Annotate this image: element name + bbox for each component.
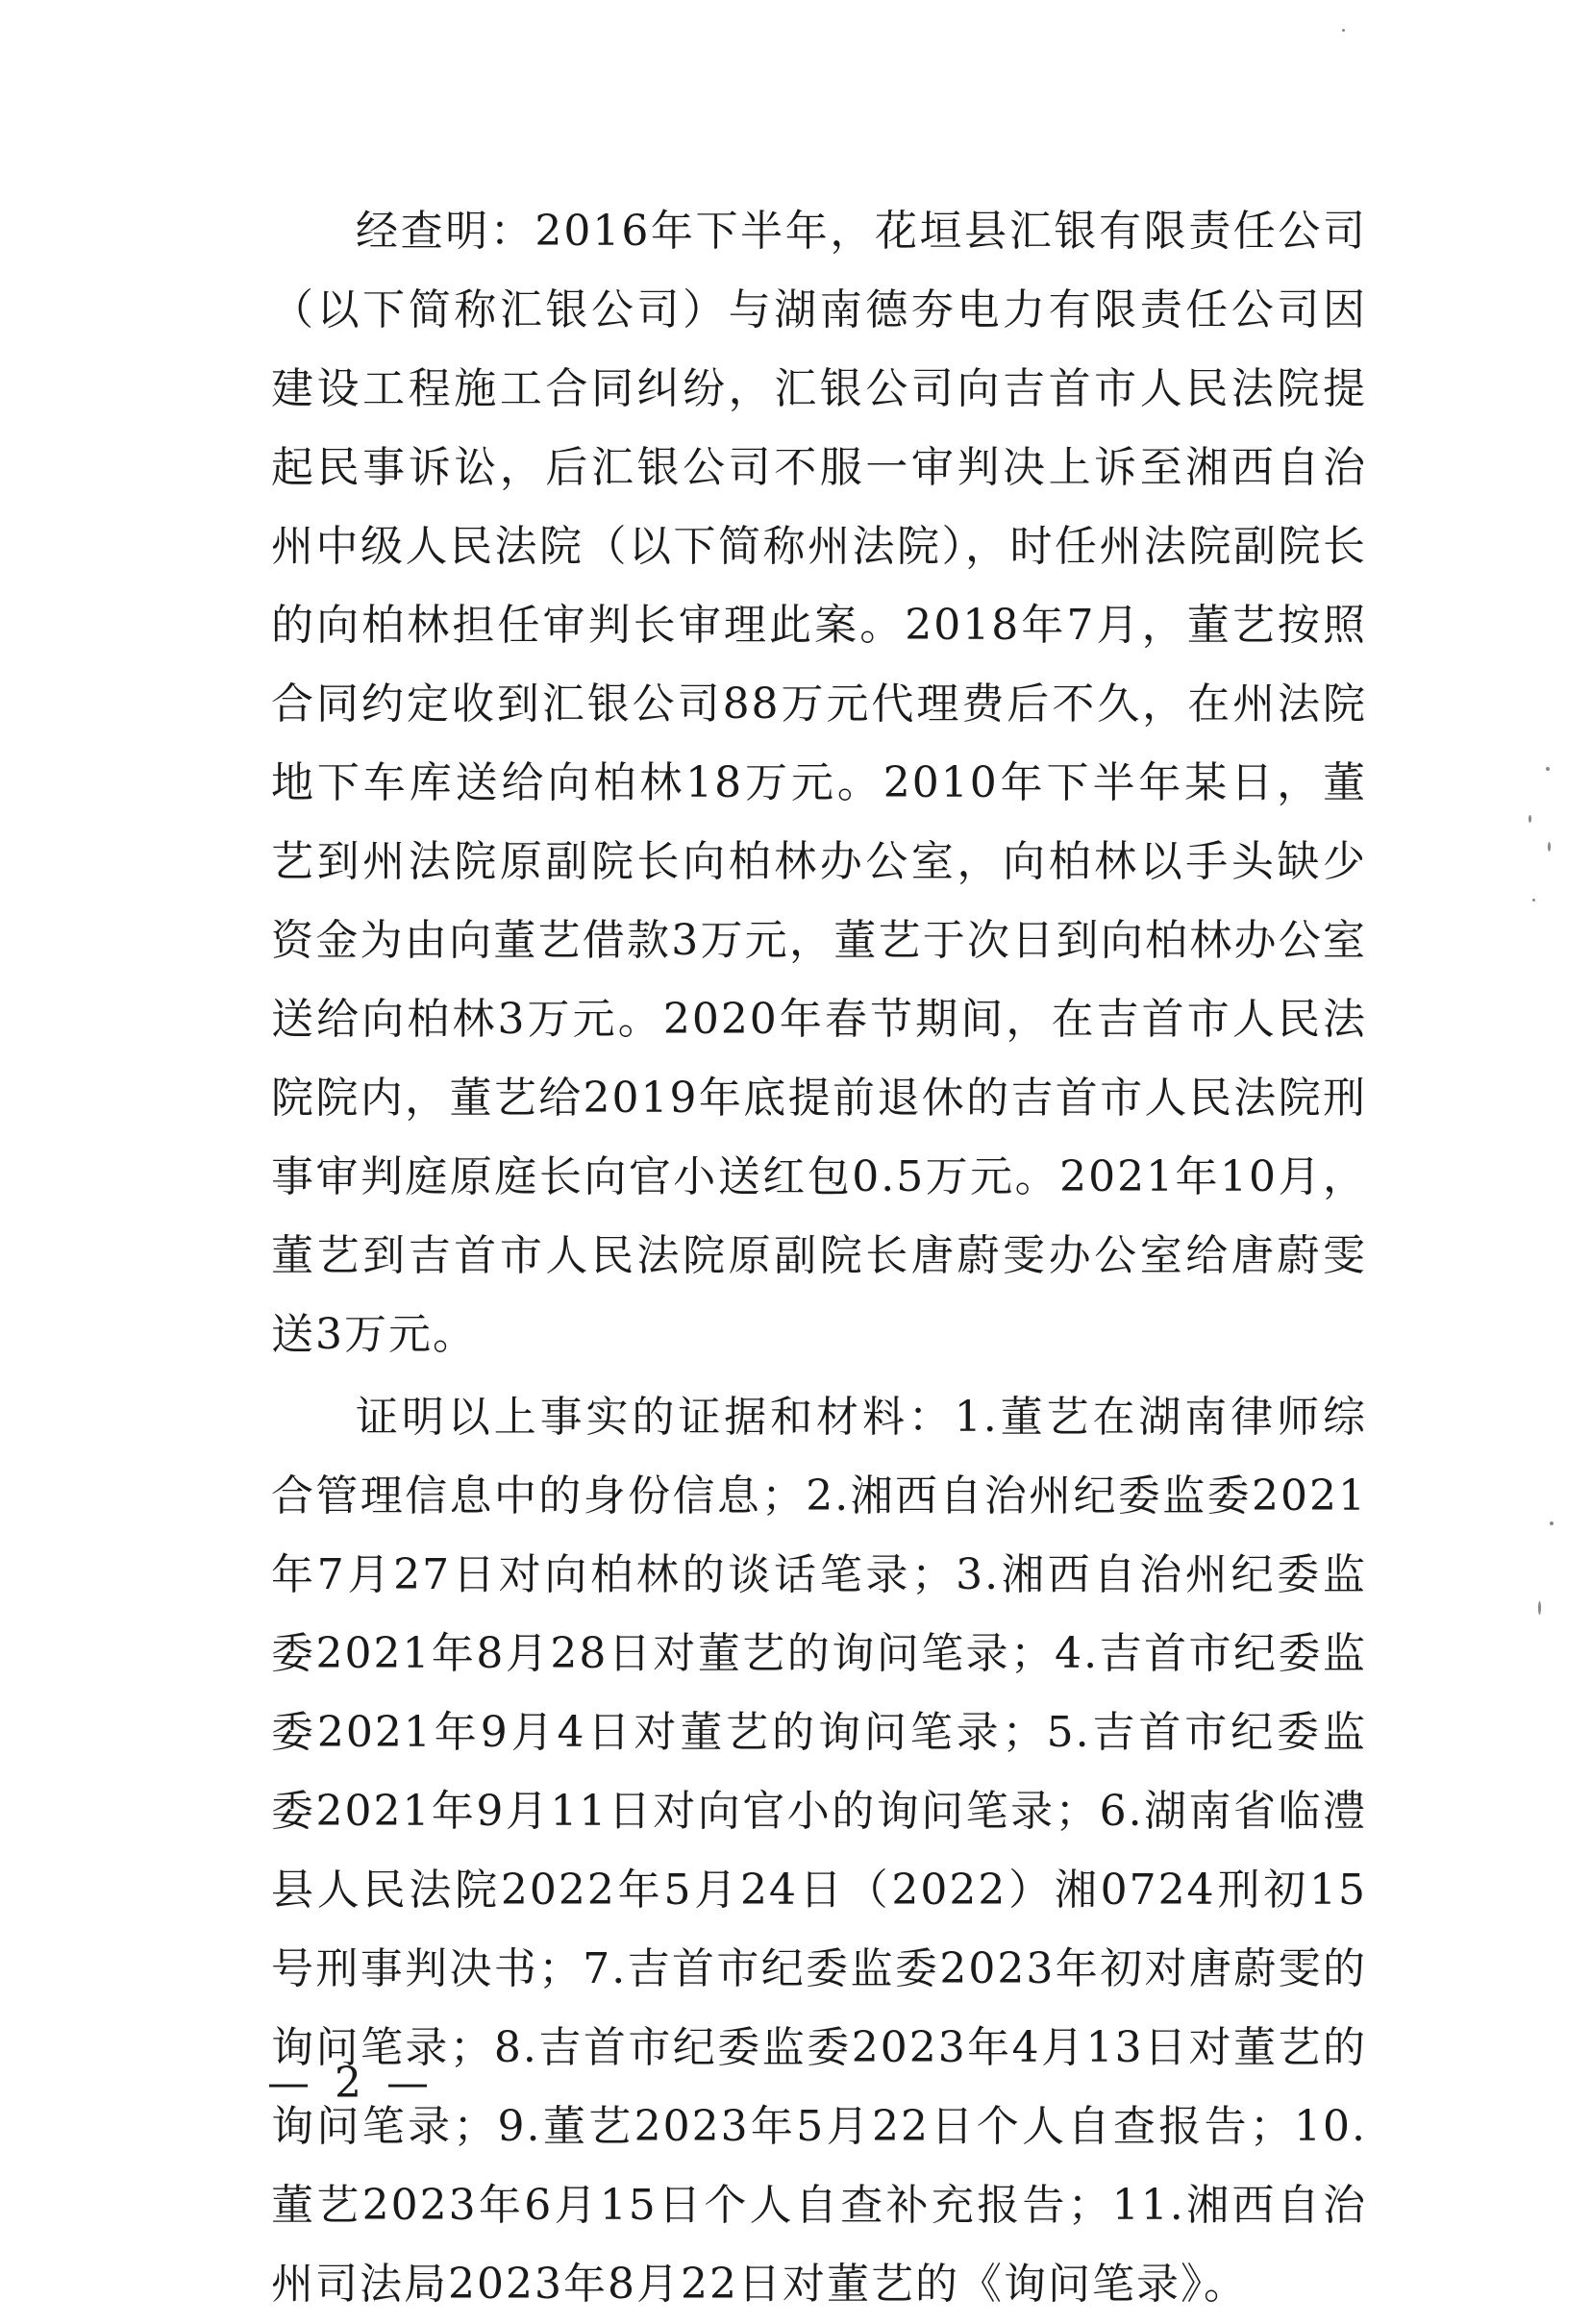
document-body <box>271 192 1367 2324</box>
scan-speck <box>1546 767 1550 771</box>
paragraph-findings: 经查明：2016年下半年，花垣县汇银有限责任公司（以下简称汇银公司）与湖南德夯电力有限责任公司因建设工程施工合同纠纷，汇银公司向吉首市人民法院提起民事诉讼，后汇银公司不服一审判决上诉至湘西自治州中级人民法院（以下简称州法院），时任州法院副院长的向柏林担任审判长审理此案。2018年7月，董艺按照合同约定收到汇银公司88万元代理费后不久，在州法院地下车库送给向柏林18万元。2010年下半年某日，董艺到州法院原副院长向柏林办公室，向柏林以手头缺少资金为由向董艺借款3万元，董艺于次日到向柏林办公室送给向柏林3万元。2020年春节期间，在吉首市人民法院院内，董艺给2019年底提前退休的吉首市人民法院刑事审判庭原庭长向官小送红包0.5万元。2021年10月，董艺到吉首市人民法院原副院长唐蔚雯办公室给唐蔚雯送3万元。 <box>271 207 1367 1359</box>
scan-speck <box>1550 1521 1554 1525</box>
page-number: — 2 — <box>267 2059 435 2108</box>
scan-speck <box>1529 815 1531 823</box>
scan-speck <box>1548 842 1551 852</box>
scan-speck <box>1532 899 1535 902</box>
scan-speck <box>1342 29 1345 32</box>
scan-speck <box>1538 1601 1541 1615</box>
paragraph-evidence: 证明以上事实的证据和材料：1.董艺在湖南律师综合管理信息中的身份信息；2.湘西自治州纪委监委2021年7月27日对向柏林的谈话笔录；3.湘西自治州纪委监委2021年8月28日对董艺的询问笔录；4.吉首市纪委监委2021年9月4日对董艺的询问笔录；5.吉首市纪委监委2021年9月11日对向官小的询问笔录；6.湖南省临澧县人民法院2022年5月24日（2022）湘0724刑初15号刑事判决书；7.吉首市纪委监委2023年初对唐蔚雯的询问笔录；8.吉首市纪委监委2023年4月13日对董艺的询问笔录；9.董艺2023年5月22日个人自查报告；10.董艺2023年6月15日个人自查补充报告；11.湘西自治州司法局2023年8月22日对董艺的《询问笔录》。 <box>271 1393 1367 2309</box>
